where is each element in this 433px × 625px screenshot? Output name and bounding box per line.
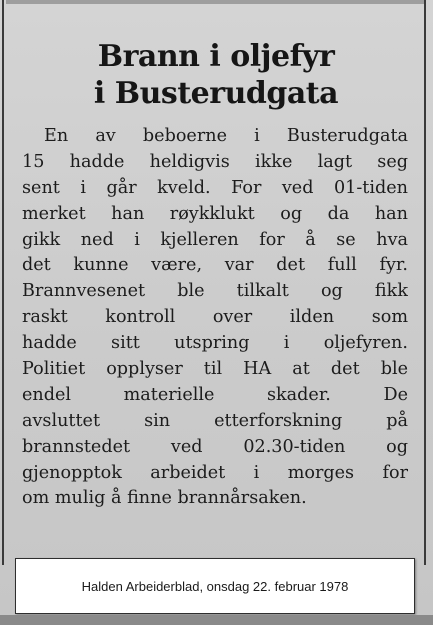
body-line: Politiet opplyser til HA at det ble [22,359,408,380]
paper-bottom-edge [0,615,433,625]
paper-top-edge [6,0,426,4]
body-line: avsluttet sin etterforskning på [22,410,408,431]
body-line: raskt kontroll over ilden som [22,307,408,328]
source-caption-box [15,558,415,614]
body-line: merket han røykklukt og da han [22,203,408,224]
body-line: om mulig å finne brannårsaken. [22,488,307,509]
body-line: brannstedet ved 02.30-tiden og [22,436,408,457]
body-line: sent i går kveld. For ved 01-tiden [22,177,408,198]
source-caption: Halden Arbeiderblad, onsdag 22. februar 1978 [81,578,349,594]
body-line: gikk ned i kjelleren for å se hva [22,229,408,250]
article-headline [20,38,412,112]
body-line: 15 hadde heldigvis ikke lagt seg [22,151,408,172]
column-rule-left [2,0,4,565]
headline-line-2: i Busterudgata [93,76,339,111]
headline-line-1: Brann i oljefyr [97,39,335,74]
column-rule-right [424,0,426,565]
body-line: Brannvesenet ble tilkalt og fikk [22,281,408,302]
body-line: En av beboerne i Busterudgata [44,126,408,146]
body-line: hadde sitt utspring i oljefyren. [22,333,408,354]
body-line: det kunne være, var det full fyr. [22,255,408,276]
body-line: gjenopptok arbeidet i morges for [22,462,408,483]
body-line: endel materielle skader. De [22,384,408,405]
article-body [22,124,408,512]
